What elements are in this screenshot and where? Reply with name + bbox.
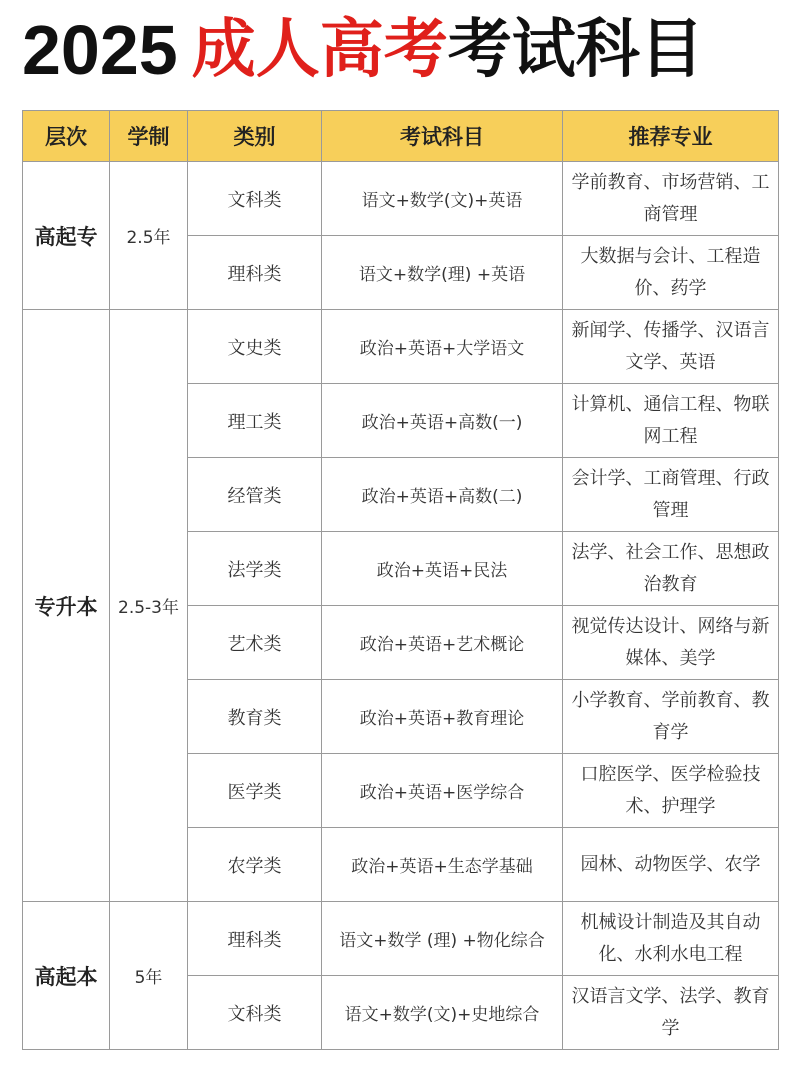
majors-cell: 汉语言文学、法学、教育学 [563,976,779,1050]
category-cell: 农学类 [188,828,322,902]
category-cell: 经管类 [188,458,322,532]
category-cell: 教育类 [188,680,322,754]
subjects-cell: 政治+英语+医学综合 [322,754,563,828]
category-cell: 法学类 [188,532,322,606]
subjects-cell: 政治+英语+生态学基础 [322,828,563,902]
subjects-cell: 政治+英语+高数(一) [322,384,563,458]
subjects-cell: 语文+数学(文)+英语 [322,162,563,236]
majors-cell: 学前教育、市场营销、工商管理 [563,162,779,236]
majors-cell: 机械设计制造及其自动化、水利水电工程 [563,902,779,976]
majors-cell: 园林、动物医学、农学 [563,828,779,902]
header-duration: 学制 [110,111,188,162]
category-cell: 理科类 [188,236,322,310]
duration-cell: 2.5-3年 [110,310,188,902]
table-row [23,310,779,384]
subjects-cell: 语文+数学(理) +英语 [322,236,563,310]
subjects-cell: 语文+数学 (理) +物化综合 [322,902,563,976]
header-category: 类别 [188,111,322,162]
title-year: 2025 [22,11,178,89]
majors-cell: 计算机、通信工程、物联网工程 [563,384,779,458]
level-cell: 高起本 [23,902,110,1050]
exam-subjects-table [22,110,779,1050]
category-cell: 理工类 [188,384,322,458]
duration-cell: 5年 [110,902,188,1050]
category-cell: 文科类 [188,976,322,1050]
header-majors: 推荐专业 [563,111,779,162]
majors-cell: 会计学、工商管理、行政管理 [563,458,779,532]
majors-cell: 法学、社会工作、思想政治教育 [563,532,779,606]
category-cell: 艺术类 [188,606,322,680]
subjects-cell: 政治+英语+民法 [322,532,563,606]
duration-cell: 2.5年 [110,162,188,310]
table-row [23,902,779,976]
title-black-text: 考试科目 [447,13,704,87]
table-row [23,162,779,236]
category-cell: 文史类 [188,310,322,384]
subjects-cell: 政治+英语+艺术概论 [322,606,563,680]
subjects-cell: 政治+英语+教育理论 [322,680,563,754]
subjects-cell: 政治+英语+高数(二) [322,458,563,532]
level-cell: 高起专 [23,162,110,310]
header-subjects: 考试科目 [322,111,563,162]
subjects-cell: 政治+英语+大学语文 [322,310,563,384]
page-title [22,6,792,94]
majors-cell: 口腔医学、医学检验技术、护理学 [563,754,779,828]
level-cell: 专升本 [23,310,110,902]
majors-cell: 大数据与会计、工程造价、药学 [563,236,779,310]
table-header-row [23,111,779,162]
category-cell: 医学类 [188,754,322,828]
category-cell: 理科类 [188,902,322,976]
header-level: 层次 [23,111,110,162]
title-red-text: 成人高考 [191,13,448,87]
majors-cell: 小学教育、学前教育、教育学 [563,680,779,754]
majors-cell: 新闻学、传播学、汉语言文学、英语 [563,310,779,384]
category-cell: 文科类 [188,162,322,236]
majors-cell: 视觉传达设计、网络与新媒体、美学 [563,606,779,680]
subjects-cell: 语文+数学(文)+史地综合 [322,976,563,1050]
